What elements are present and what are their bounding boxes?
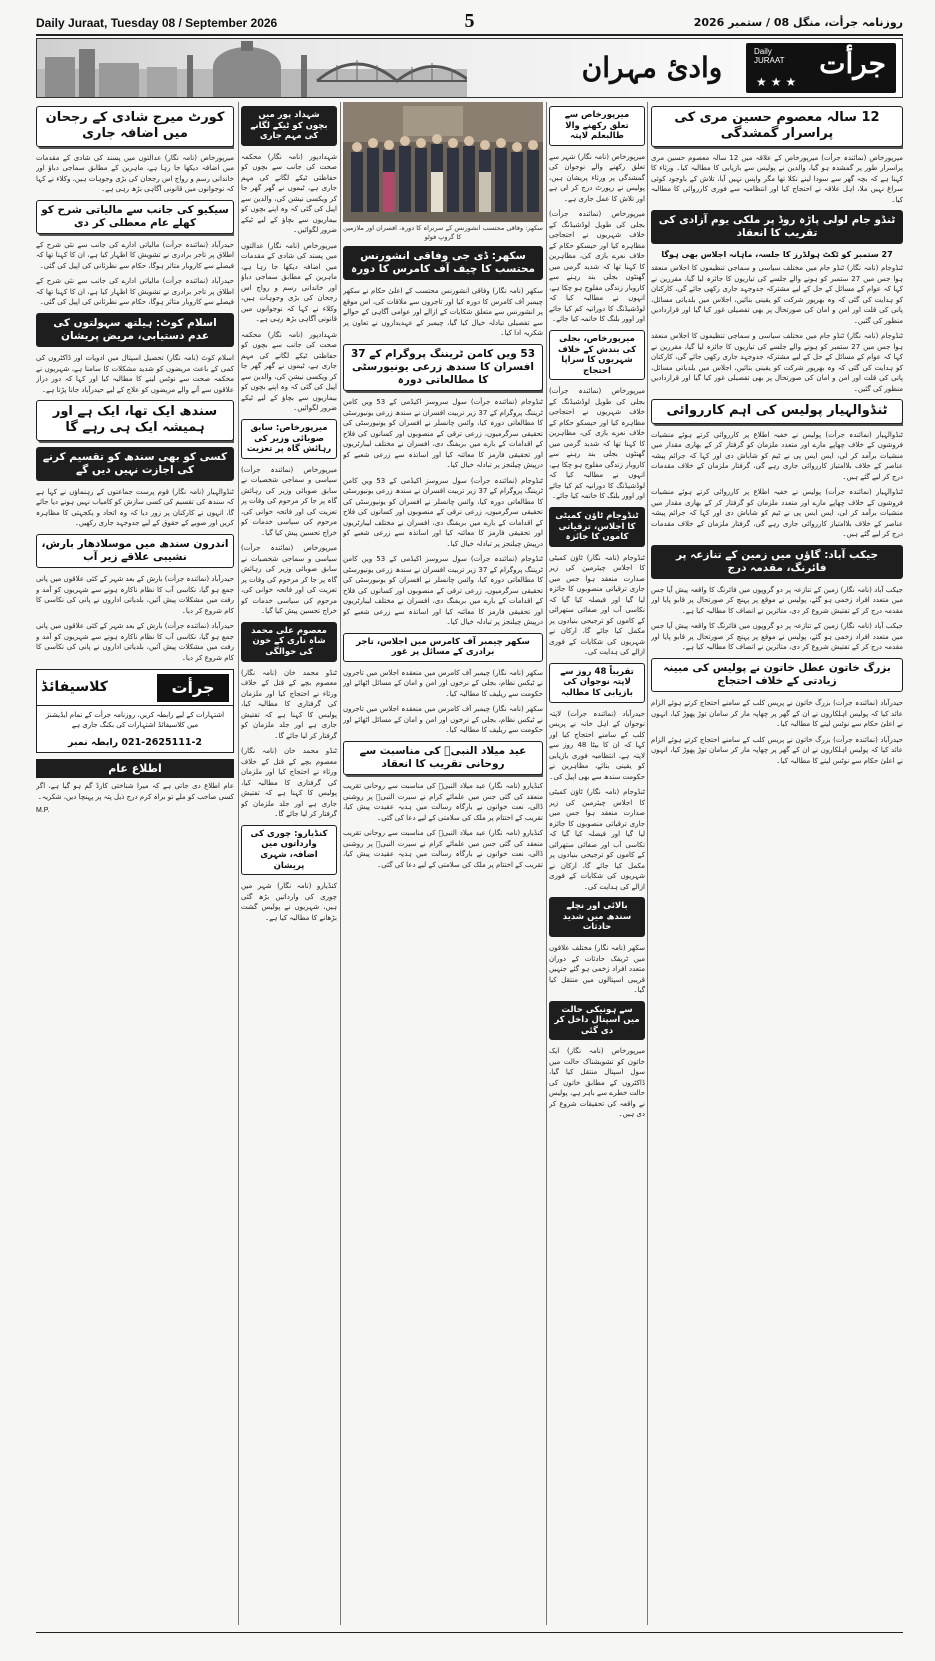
article-body: ٹنڈوجام (نامہ نگار) ٹاؤن کمیٹی کا اجلاس چیئرمین کی زیر صدارت منعقد ہوا جس میں جاری ترقیاتی منصوبوں کا جائزہ لیا گیا اور فیصلہ کیا گیا کہ نکاسی آب اور صفائی ستھرائی کے کاموں کو ترجیحی بنیادوں پر مکمل کیا جائے گا، ارکان نے شہریوں کی شکایات کے فوری ازالے کی ہدایت کی۔ [549, 553, 645, 657]
mp-mark: M.P. [36, 807, 50, 814]
article-body: میرپورخاص (نامہ نگار) شہر سے تعلق رکھنے والے نوجوان کی گمشدگی پر ورثاء پریشان ہیں، پولیس نے رپورٹ درج کر لی ہے اور تلاش کا عمل جاری ہے۔ [549, 152, 645, 203]
article-body: میرپورخاص (نمائندہ جرأت) بجلی کی طویل لوڈشیڈنگ کے خلاف شہریوں نے احتجاجی مظاہرہ کیا اور حیسکو حکام کے خلاف نعرے بازی کی، مظاہرین کا کہنا تھا کہ شدید گرمی میں گھنٹوں بجلی بند رہنے سے کاروبار زندگی مفلوج ہو چکا ہے، انہوں نے مطالبہ کیا کہ لوڈشیڈنگ کا دورانیہ کم کیا جائے اور اوور بلنگ کا خاتمہ کیا جائے۔ [549, 387, 645, 501]
article-body: ٹنڈوجام (نامہ نگار) ٹاؤن کمیٹی کا اجلاس چیئرمین کی زیر صدارت منعقد ہوا جس میں جاری ترقیاتی منصوبوں کا جائزہ لیا گیا اور فیصلہ کیا گیا کہ نکاسی آب اور صفائی ستھرائی کے کاموں کو ترجیحی بنیادوں پر مکمل کیا جائے گا، ارکان نے شہریوں کی شکایات کے فوری ازالے کی ہدایت کی۔ [549, 788, 645, 891]
headline: عید میلاد النبیؐ کی مناسبت سے روحانی تقریب کا انعقاد [343, 741, 543, 775]
headline: سے ہونیکی حالت میں اسپتال داخل کر دی گئی [549, 1001, 645, 1041]
headline: بزرگ خاتون عطل خاتون نے پولیس کی مبینہ زیادتی کے خلاف احتجاج [651, 658, 903, 692]
logo-daily: Daily JURAAT [754, 47, 785, 65]
headline: کنڈیارو: چوری کی وارداتوں میں اضافہ، شہری پریشان [241, 825, 337, 876]
section-masthead [36, 38, 903, 98]
article-body: ٹنڈوالہیار (نمائندہ جرأت) پولیس نے خفیہ اطلاع پر کارروائی کرتے ہوئے منشیات فروشوں کے خلاف چھاپے مارے اور متعدد ملزمان کو گرفتار کر کے بھاری مقدار میں منشیات برآمد کر لی، ایس ایس پی نے ٹیم کو شاباش دی اور کہا کہ جرائم پیشہ عناصر کے خلاف بلاامتیاز کارروائی جاری رہے گی، گرفتار ملزمان کے خلاف مقدمات درج کر لیے گئے ہیں۔ [651, 488, 903, 538]
article-body: ٹنڈوالہیار (نامہ نگار) قوم پرست جماعتوں کے رہنماؤں نے کہا ہے کہ سندھ کی تقسیم کی کسی سازش کو کامیاب نہیں ہونے دیا جائے گا، انہوں نے کارکنان پر زور دیا کہ وہ اتحاد و یکجہتی کا مظاہرہ کریں اور صوبے کے حقوق کے لیے جدوجہد جاری رکھیں۔ [36, 487, 234, 528]
headline: ٹنڈو جام لولی پاڑہ روڈ پر ملکی یوم آزادی کی تقریب کا انعقاد [651, 210, 903, 244]
article-body: جیکب آباد (نامہ نگار) زمین کے تنازعہ پر دو گروپوں میں فائرنگ کا واقعہ پیش آیا جس میں متعدد افراد زخمی ہو گئے، پولیس نے موقع پر پہنچ کر صورتحال پر قابو پایا اور مقدمہ درج کر کے تفتیش شروع کر دی، متاثرین نے انصاف کا مطالبہ کیا ہے۔ [651, 585, 903, 615]
article-body: حیدرآباد (نمائندہ جرأت) بزرگ خاتون نے پریس کلب کے سامنے احتجاج کرتے ہوئے الزام عائد کیا کہ پولیس اہلکاروں نے ان کے گھر پر چھاپہ مار کر سامان توڑ پھوڑ کیا، انہوں نے اعلیٰ حکام سے نوٹس لینے کا مطالبہ کیا۔ [651, 735, 903, 765]
classified-body: اشتہارات کے لیے رابطہ کریں، روزنامہ جرأت کے تمام ایڈیشنز میں کلاسیفائڈ اشتہارات کی بکنگ جاری ہے [45, 711, 225, 729]
subheadline: 27 ستمبر کو ٹکٹ ہولڈرز کا جلسہ، ماہانہ اجلاس بھی ہوگا [661, 250, 893, 260]
article-body: اسلام کوٹ (نامہ نگار) تحصیل اسپتال میں ادویات اور ڈاکٹروں کی کمی کے باعث مریضوں کو شدید مشکلات کا سامنا ہے، شہریوں نے محکمہ صحت سے نوٹس لینے کا مطالبہ کیا اور کہا کہ دور دراز علاقوں سے آنے والے مریضوں کو علاج کے لیے حیدرآباد جانا پڑتا ہے۔ [36, 354, 234, 394]
headline: میرپورخاص: سابق صوبائی وزیر کی رہائش گاہ پر تعزیت [241, 419, 337, 459]
article-body: ٹنڈو محمد خان (نامہ نگار) معصوم بچے کے قتل کے خلاف ورثاء نے احتجاج کیا اور ملزمان کی گرفتاری کا مطالبہ کیا، پولیس کا کہنا ہے کہ تفتیش جاری ہے اور جلد ملزمان کو گرفتار کر لیا جائے گا۔ [241, 668, 337, 740]
article-body: سکھر (نامہ نگار) مختلف علاقوں میں ٹریفک حادثات کے دوران متعدد افراد زخمی ہو گئے جنہیں قریبی اسپتالوں میں منتقل کیا گیا۔ [549, 944, 645, 994]
public-notice-title: اطلاع عام [36, 759, 234, 778]
headline: سکھر چیمبر آف کامرس میں اجلاس، تاجر برادری کے مسائل پر غور [343, 633, 543, 662]
headline: اندرون سندھ میں موسلادھار بارش، نشیبی علاقے زیر آب [36, 534, 234, 568]
article-body: حیدرآباد (نمائندہ جرأت) بارش کے بعد شہر کے کئی علاقوں میں پانی جمع ہو گیا، نکاسی آب کا نظام ناکارہ ہونے سے شہریوں کو آمد و رفت میں مشکلات پیش آئیں، بلدیاتی اداروں نے پانی کی نکاسی کا کام شروع کر دیا۔ [36, 575, 234, 615]
article-body: میرپورخاص (نامہ نگار) ایک خاتون کو تشویشناک حالت میں سول اسپتال منتقل کیا گیا، ڈاکٹروں کے مطابق خاتون کی حالت خطرے سے باہر ہے، پولیس نے واقعہ کی تحقیقات شروع کر دی ہیں۔ [549, 1047, 645, 1119]
bottom-rule [36, 1632, 903, 1633]
headline: سیکیو کی جانب سے مالیاتی شرح کو کھلے عام معطلی کر دی [36, 200, 234, 234]
article-body: کنڈیارو (نامہ نگار) عید میلاد النبیؐ کی مناسبت سے روحانی تقریب منعقد کی گئی جس میں علمائے کرام نے سیرت النبیؐ پر روشنی ڈالی، نعت خوانوں نے بارگاہ رسالت میں ہدیہ عقیدت پیش کیا، تقریب کے اختتام پر ملک کی سلامتی کے لیے دعا کی گئی۔ [343, 829, 543, 869]
article-body: ٹنڈوجام (نمائندہ جرأت) سول سروسز اکیڈمی کے 53 ویں کامن ٹریننگ پروگرام کے 37 زیر تربیت افسران نے سندھ زرعی یونیورسٹی کا مطالعاتی دورہ کیا، وائس چانسلر نے افسران کو یونیورسٹی کی تحقیقی سرگرمیوں، زرعی ترقی کے منصوبوں اور کسانوں کی فلاح کے اقدامات کے بارے میں بریفنگ دی، افسران نے مختلف لیبارٹریوں اور تحقیقی فارمز کا معائنہ کیا اور اساتذہ سے زرعی شعبے کو درپیش چیلنجز پر تبادلہ خیال کیا۔ [343, 555, 543, 627]
column-1 [651, 102, 903, 1625]
article-body: میرپورخاص (نمائندہ جرأت) بجلی کی طویل لوڈشیڈنگ کے خلاف شہریوں نے احتجاجی مظاہرہ کیا اور حیسکو حکام کے خلاف نعرے بازی کی، مظاہرین کا کہنا تھا کہ شدید گرمی میں گھنٹوں بجلی بند رہنے سے کاروبار زندگی مفلوج ہو چکا ہے، انہوں نے مطالبہ کیا کہ لوڈشیڈنگ کا دورانیہ کم کیا جائے اور اوور بلنگ کا خاتمہ کیا جائے۔ [549, 210, 645, 324]
article-body: کنڈیارو (نامہ نگار) شہر میں چوری کی وارداتیں بڑھ گئی ہیں، شہریوں نے پولیس گشت بڑھانے کا مطالبہ کیا ہے۔ [241, 882, 337, 922]
skyline-illustration [37, 39, 467, 97]
folio-urdu-date: روزنامہ جرأت، منگل 08 / ستمبر 2026 [693, 16, 903, 29]
column-5 [36, 102, 234, 1625]
article-body: ٹنڈوجام (نامہ نگار) ٹنڈو جام میں مختلف سیاسی و سماجی تنظیموں کا اجلاس منعقد ہوا جس میں 27 ستمبر کو ہونے والے جلسے کی تیاریوں کا جائزہ لیا گیا، مقررین نے کہا کہ عوام کے مسائل کے حل کے لیے مشترکہ جدوجہد جاری رکھی جائے گی، کارکنان کو ہدایت کی گئی کہ وہ بھرپور شرکت کو یقینی بنائیں، اجلاس میں بلدیاتی مسائل، پانی کی قلت اور امن و امان کی صورتحال پر بھی تفصیلی غور کیا گیا اور قراردادیں منظور کی گئیں۔ [651, 332, 903, 393]
page-number: 5 [464, 10, 475, 32]
article-body: سکھر (نامہ نگار) چیمبر آف کامرس میں منعقدہ اجلاس میں تاجروں نے ٹیکس نظام، بجلی کے نرخوں اور امن و امان کے مسائل اٹھائے اور حکومت سے ریلیف کا مطالبہ کیا۔ [343, 668, 543, 698]
article-body: ٹنڈوجام (نمائندہ جرأت) سول سروسز اکیڈمی کے 53 ویں کامن ٹریننگ پروگرام کے 37 زیر تربیت افسران نے سندھ زرعی یونیورسٹی کا مطالعاتی دورہ کیا، وائس چانسلر نے افسران کو یونیورسٹی کی تحقیقی سرگرمیوں، زرعی ترقی کے منصوبوں اور کسانوں کی فلاح کے اقدامات کے بارے میں بریفنگ دی، افسران نے مختلف لیبارٹریوں اور تحقیقی فارمز کا معائنہ کیا اور اساتذہ سے زرعی شعبے کو درپیش چیلنجز پر تبادلہ خیال کیا۔ [343, 476, 543, 548]
headline: شہداد پور میں بچوں کو ٹیکے لگانے کی مہم جاری [241, 106, 337, 146]
column-rule [546, 102, 547, 1625]
article-body: ٹنڈوالہیار (نمائندہ جرأت) پولیس نے خفیہ اطلاع پر کارروائی کرتے ہوئے منشیات فروشوں کے خلاف چھاپے مارے اور متعدد ملزمان کو گرفتار کر کے بھاری مقدار میں منشیات برآمد کر لی، ایس ایس پی نے ٹیم کو شاباش دی اور کہا کہ جرائم پیشہ عناصر کے خلاف بلاامتیاز کارروائی جاری رہے گی، گرفتار ملزمان کے خلاف مقدمات درج کر لیے گئے ہیں۔ [651, 430, 903, 481]
article-body: میرپورخاص (نمائندہ جرأت) سیاسی و سماجی شخصیات نے سابق صوبائی وزیر کی رہائش گاہ پر جا کر مرحوم کی وفات پر تعزیت کی اور فاتحہ خوانی کی، مرحوم کی سیاسی خدمات کو خراج تحسین پیش کیا گیا۔ [241, 465, 337, 537]
folio-rule [36, 34, 903, 36]
headline: سکھر: ڈی جی وفاقی انشورنس محتسب کا چیف آف کامرس کا دورہ [343, 246, 543, 280]
article-body: میرپورخاص (نامہ نگار) عدالتوں میں پسند کی شادی کے مقدمات میں اضافہ دیکھا جا رہا ہے، ماہرین کے مطابق سماجی دباؤ اور خاندانی رسم و رواج اس رجحان کی بڑی وجوہات ہیں، وکلاء نے کہا کہ نوجوانوں میں قانونی آگاہی بڑھ رہی ہے۔ [241, 241, 337, 324]
headline: اسلام کوٹ: ہیلتھ سہولتوں کی عدم دستیابی، مریض پریشان [36, 313, 234, 347]
headline: ٹنڈوجام ٹاؤن کمیٹی کا اجلاس، ترقیاتی کاموں کا جائزہ [549, 507, 645, 547]
headline: میرپورخاص، بجلی کی بندش کے خلاف شہریوں کا سراپا احتجاج [549, 330, 645, 381]
classified-label: کلاسیفائڈ [41, 679, 108, 695]
article-body: میرپورخاص (نمائندہ جرأت) سیاسی و سماجی شخصیات نے سابق صوبائی وزیر کی رہائش گاہ پر جا کر مرحوم کی وفات پر تعزیت کی اور فاتحہ خوانی کی، مرحوم کی سیاسی خدمات کو خراج تحسین پیش کیا گیا۔ [241, 544, 337, 616]
classified-phone: 021-2625111-2 رابطہ نمبر [67, 737, 203, 748]
article-body: میرپورخاص (نمائندہ جرأت) میرپورخاص کے علاقہ میں 12 سالہ معصوم حسین مری پراسرار طور پر گمشدہ ہو گیا، والدین نے پولیس سے بازیابی کا مطالبہ کیا۔ ورثاء کا کہنا ہے کہ بچہ گھر سے سودا لینے نکلا تھا مگر واپس نہیں آیا، تلاش کے باوجود کوئی سراغ نہیں ملا، اہل علاقہ نے احتجاج کیا اور انتظامیہ سے فوری کارروائی کا مطالبہ کیا۔ [651, 153, 903, 204]
article-body: سکھر (نامہ نگار) چیمبر آف کامرس میں منعقدہ اجلاس میں تاجروں نے ٹیکس نظام، بجلی کے نرخوں اور امن و امان کے مسائل اٹھائے اور حکومت سے ریلیف کا مطالبہ کیا۔ [343, 705, 543, 735]
headline: 53 ویں کامن ٹریننگ پروگرام کے 37 افسران کا سندھ زرعی یونیورسٹی کا مطالعاتی دورہ [343, 344, 543, 391]
headline: سندھ ایک تھا، ایک ہے اور ہمیشہ ایک ہی رہے گا [36, 400, 234, 441]
article-body: حیدرآباد (نمائندہ جرأت) مالیاتی ادارے کی جانب سے نئی شرح کے اطلاق پر تاجر برادری نے تشویش کا اظہار کیا ہے، ان کا کہنا تھا کہ فیصلے سے کاروبار متاثر ہوگا، حکام سے نظرثانی کی اپیل کی گئی۔ [36, 277, 234, 307]
headline: کسی کو بھی سندھ کو تقسیم کرنے کی اجازت نہیں دیں گے [36, 447, 234, 481]
article-body: کنڈیارو (نامہ نگار) عید میلاد النبیؐ کی مناسبت سے روحانی تقریب منعقد کی گئی جس میں علمائے کرام نے سیرت النبیؐ پر روشنی ڈالی، نعت خوانوں نے بارگاہ رسالت میں ہدیہ عقیدت پیش کیا، تقریب کے اختتام پر ملک کی سلامتی کے لیے دعا کی گئی۔ [343, 782, 543, 822]
headline: تقریباً 48 روز سے لاپتہ نوجوان کی بازیابی کا مطالبہ [549, 663, 645, 703]
article-body: شہدادپور (نامہ نگار) محکمہ صحت کی جانب سے بچوں کو حفاظتی ٹیکے لگانے کی مہم جاری ہے، ٹیموں نے گھر گھر جا کر ویکسی نیشن کی، والدین سے اپیل کی گئی کہ وہ اپنے بچوں کو بیماریوں سے بچاؤ کے لیے ٹیکے ضرور لگوائیں۔ [241, 152, 337, 235]
juraat-logo [746, 43, 896, 93]
column-2 [549, 102, 645, 1625]
headline: بالائی اور نچلے سندھ میں شدید حادثات [549, 897, 645, 937]
headline: 12 سالہ معصوم حسین مری کی پراسرار گمشدگی [651, 106, 903, 147]
logo-stars-icon: ★★★ [756, 75, 801, 89]
group-photo-image [343, 102, 543, 222]
article-body: حیدرآباد (نمائندہ جرأت) مالیاتی ادارے کی جانب سے نئی شرح کے اطلاق پر تاجر برادری نے تشویش کا اظہار کیا ہے، ان کا کہنا تھا کہ فیصلے سے کاروبار متاثر ہوگا، حکام سے نظرثانی کی اپیل کی گئی۔ [36, 240, 234, 270]
article-body: ٹنڈوجام (نامہ نگار) ٹنڈو جام میں مختلف سیاسی و سماجی تنظیموں کا اجلاس منعقد ہوا جس میں 27 ستمبر کو ہونے والے جلسے کی تیاریوں کا جائزہ لیا گیا، مقررین نے کہا کہ عوام کے مسائل کے حل کے لیے مشترکہ جدوجہد جاری رکھی جائے گی، کارکنان کو ہدایت کی گئی کہ وہ بھرپور شرکت کو یقینی بنائیں، اجلاس میں بلدیاتی مسائل، پانی کی قلت اور امن و امان کی صورتحال پر بھی تفصیلی غور کیا گیا اور قراردادیں منظور کی گئیں۔ [651, 264, 903, 325]
article-body: حیدرآباد (نمائندہ جرأت) بارش کے بعد شہر کے کئی علاقوں میں پانی جمع ہو گیا، نکاسی آب کا نظام ناکارہ ہونے سے شہریوں کو آمد و رفت میں مشکلات پیش آئیں، بلدیاتی اداروں نے پانی کی نکاسی کا کام شروع کر دیا۔ [36, 622, 234, 662]
column-3 [343, 102, 543, 1625]
section-title: وادیٔ مہران [581, 51, 723, 84]
article-body: حیدرآباد (نمائندہ جرأت) بزرگ خاتون نے پریس کلب کے سامنے احتجاج کرتے ہوئے الزام عائد کیا کہ پولیس اہلکاروں نے ان کے گھر پر چھاپہ مار کر سامان توڑ پھوڑ کیا، انہوں نے اعلیٰ حکام سے نوٹس لینے کا مطالبہ کیا۔ [651, 699, 903, 728]
classified-header [37, 670, 233, 706]
logo-brand: جرأت [819, 47, 886, 80]
classified-box [36, 669, 234, 753]
headline: ٹنڈوالہیار پولیس کی اہم کارروائی [651, 399, 903, 423]
column-rule [238, 102, 239, 1625]
article-body: سکھر (نامہ نگار) وفاقی انشورنس محتسب کے اعلیٰ حکام نے سکھر چیمبر آف کامرس کا دورہ کیا اور تاجروں سے ملاقات کی، اس موقع پر انشورنس سے متعلق شکایات کے ازالے اور عوامی آگاہی کے حوالے سے تفصیلی تبادلہ خیال کیا گیا، چیمبر کے عہدیداروں نے تعاون پر شکریہ ادا کیا۔ [343, 287, 543, 338]
article-body: ٹنڈو محمد خان (نامہ نگار) معصوم بچے کے قتل کے خلاف ورثاء نے احتجاج کیا اور ملزمان کی گرفتاری کا مطالبہ کیا، پولیس کا کہنا ہے کہ تفتیش جاری ہے اور جلد ملزمان کو گرفتار کر لیا جائے گا۔ [241, 747, 337, 819]
folio-line [36, 12, 903, 34]
column-4 [241, 102, 337, 1625]
classified-brand: جرأت [157, 674, 229, 702]
column-rule [340, 102, 341, 1625]
headline: معصوم علی محمد شاہ ناری کے خون کی حوالگی [241, 622, 337, 662]
group-photo [343, 102, 543, 222]
folio-english-date: Daily Juraat, Tuesday 08 / September 2026 [36, 16, 278, 30]
article-body: شہدادپور (نامہ نگار) محکمہ صحت کی جانب سے بچوں کو حفاظتی ٹیکے لگانے کی مہم جاری ہے، ٹیموں نے گھر گھر جا کر ویکسی نیشن کی، والدین سے اپیل کی گئی کہ وہ اپنے بچوں کو بیماریوں سے بچاؤ کے لیے ٹیکے ضرور لگوائیں۔ [241, 330, 337, 413]
article-body: ٹنڈوجام (نمائندہ جرأت) سول سروسز اکیڈمی کے 53 ویں کامن ٹریننگ پروگرام کے 37 زیر تربیت افسران نے سندھ زرعی یونیورسٹی کا مطالعاتی دورہ کیا، وائس چانسلر نے افسران کو یونیورسٹی کی تحقیقی سرگرمیوں، زرعی ترقی کے منصوبوں اور کسانوں کی فلاح کے اقدامات کے بارے میں بریفنگ دی، افسران نے مختلف لیبارٹریوں اور تحقیقی فارمز کا معائنہ کیا اور اساتذہ سے زرعی شعبے کو درپیش چیلنجز پر تبادلہ خیال کیا۔ [343, 398, 543, 470]
column-rule [647, 102, 648, 1625]
headline: کورٹ میرج شادی کے رجحان میں اضافہ جاری [36, 106, 234, 147]
photo-caption: سکھر: وفاقی محتسب انشورنس کے سربراہ کا دورہ، افسران اور ملازمین کا گروپ فوٹو [343, 224, 543, 241]
article-body: میرپورخاص (نامہ نگار) عدالتوں میں پسند کی شادی کے مقدمات میں اضافہ دیکھا جا رہا ہے، ماہرین کے مطابق سماجی دباؤ اور خاندانی رسم و رواج اس رجحان کی بڑی وجوہات ہیں، وکلاء نے کہا کہ نوجوانوں میں قانونی آگاہی بڑھ رہی ہے۔ [36, 153, 234, 193]
article-body: جیکب آباد (نامہ نگار) زمین کے تنازعہ پر دو گروپوں میں فائرنگ کا واقعہ پیش آیا جس میں متعدد افراد زخمی ہو گئے، پولیس نے موقع پر پہنچ کر صورتحال پر قابو پایا اور مقدمہ درج کر کے تفتیش شروع کر دی، متاثرین نے انصاف کا مطالبہ کیا ہے۔ [651, 622, 903, 652]
public-notice-body: عام اطلاع دی جاتی ہے کہ میرا شناختی کارڈ گم ہو گیا ہے، اگر کسی صاحب کو ملے تو براہ کرم درج ذیل پتہ پر پہنچا دیں، شکریہ۔ [36, 782, 234, 801]
headline: جیکب آباد: گاؤں میں زمین کے تنازعہ پر فائرنگ، مقدمہ درج [651, 545, 903, 579]
headline: میرپورخاص سے تعلق رکھنے والا طالبعلم لاپتہ [549, 106, 645, 146]
article-body: حیدرآباد (نمائندہ جرأت) لاپتہ نوجوان کے اہل خانہ نے پریس کلب کے سامنے احتجاج کیا اور کہا کہ ان کا بیٹا 48 روز سے لاپتہ ہے، انتظامیہ فوری بازیابی کو یقینی بنائے، مظاہرین نے حکومت سندھ سے بھی اپیل کی۔ [549, 709, 645, 781]
